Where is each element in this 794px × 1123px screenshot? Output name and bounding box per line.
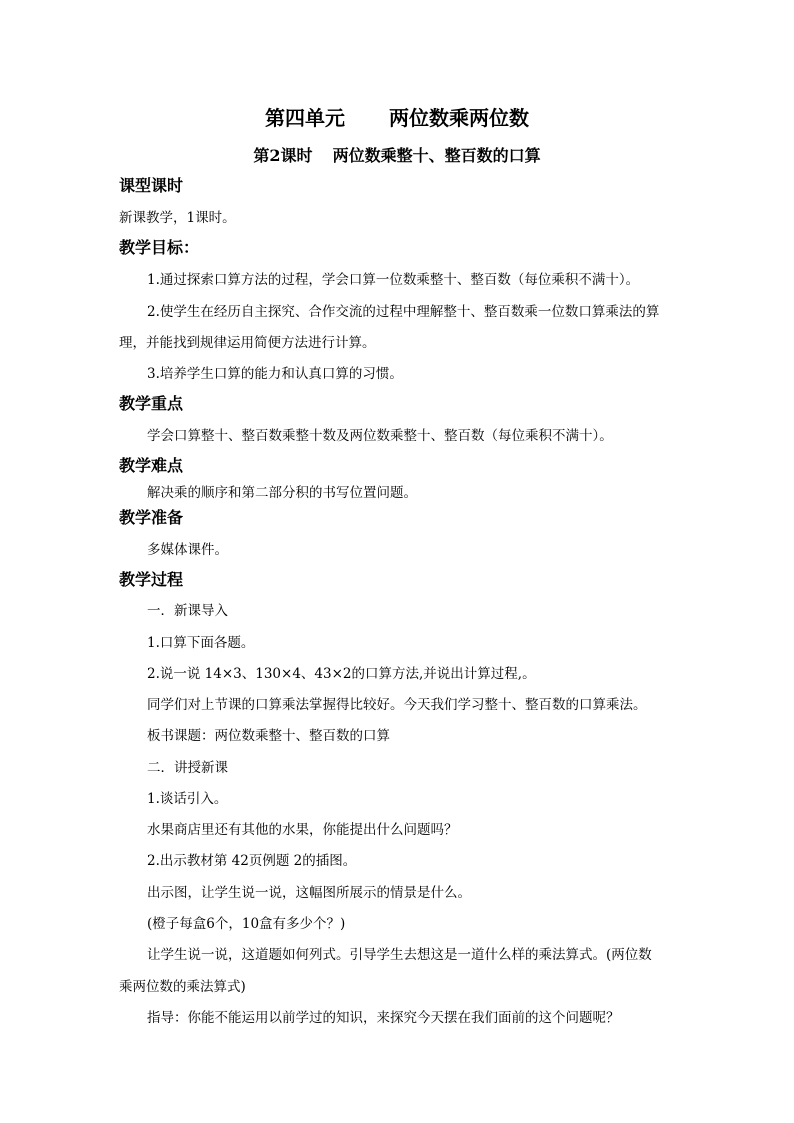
process-line-9: 2.出示教材第 42页例题 2的插图。	[147, 853, 357, 869]
process-line-14: 指导：你能不能运用以前学过的知识，来探究今天摆在我们面前的这个问题呢？	[147, 1010, 620, 1026]
difficulties-text: 解决乘的顺序和第二部分积的书写位置问题。	[147, 485, 417, 501]
objective-line-4: 3.培养学生口算的能力和认真口算的习惯。	[147, 366, 403, 382]
process-heading: 教学过程	[119, 570, 184, 589]
lesson-type-heading: 课型课时	[119, 176, 184, 195]
unit-topic: 两位数乘两位数	[389, 106, 529, 130]
objective-line-1: 1.通过探索口算方法的过程，学会口算一位数乘整十、整百数（每位乘积不满十）。	[147, 272, 640, 288]
unit-label: 第四单元	[265, 106, 345, 130]
key-points-text: 学会口算整十、整百数乘整十数及两位数乘整十、整百数（每位乘积不满十）。	[147, 428, 613, 444]
objective-line-2: 2.使学生在经历自主探究、合作交流的过程中理解整十、整百数乘一位数口算乘法的算	[147, 304, 660, 320]
lesson-title	[0, 144, 794, 168]
process-line-4: 同学们对上节课的口算乘法掌握得比较好。今天我们学习整十、整百数的口算乘法。	[147, 697, 647, 713]
lesson-label: 第2课时	[253, 146, 313, 165]
unit-title	[0, 104, 794, 132]
process-line-10: 出示图，让学生说一说，这幅图所展示的情景是什么。	[147, 885, 471, 901]
lesson-type-text: 新课教学，1课时。	[119, 210, 236, 226]
lesson-topic: 两位数乘整十、整百数的口算	[332, 146, 541, 165]
objectives-heading: 教学目标：	[119, 238, 200, 257]
process-line-3: 2.说一说 14×3、130×4、43×2的口算方法,并说出计算过程,。	[147, 666, 536, 682]
process-line-13: 乘两位数的乘法算式)	[119, 979, 246, 995]
key-points-heading: 教学重点	[119, 394, 184, 413]
process-line-1: 一．新课导入	[147, 603, 228, 619]
process-line-8: 水果商店里还有其他的水果，你能提出什么问题吗？	[147, 822, 458, 838]
process-line-6: 二．讲授新课	[147, 760, 228, 776]
preparation-heading: 教学准备	[119, 508, 184, 527]
process-line-7: 1.谈话引入。	[147, 791, 228, 807]
objective-line-3: 理，并能找到规律运用简便方法进行计算。	[119, 335, 376, 351]
process-line-2: 1.口算下面各题。	[147, 635, 255, 651]
difficulties-heading: 教学难点	[119, 456, 184, 475]
preparation-text: 多媒体课件。	[147, 542, 228, 558]
process-line-11: (橙子每盒6个，10盒有多少个？)	[147, 916, 346, 932]
process-line-5: 板书课题：两位数乘整十、整百数的口算	[147, 728, 390, 744]
process-line-12: 让学生说一说，这道题如何列式。引导学生去想这是一道什么样的乘法算式。(两位数	[147, 947, 652, 963]
